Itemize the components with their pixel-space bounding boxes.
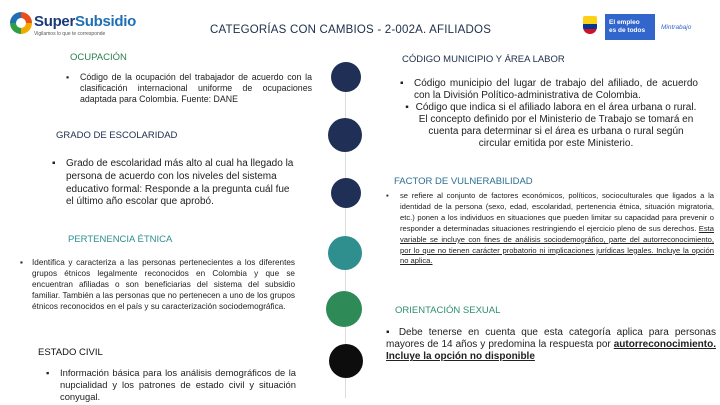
list-item [400, 102, 698, 150]
municipio-text-2: Código que indica si el afiliado labora en el área urbana o rural. El concepto definido por el Ministerio de Trabajo se tomará en cuenta para determinar si el área es urbana o rural según circular emitida por este Ministerio. [415, 101, 697, 149]
page-title: CATEGORÍAS CON CAMBIOS - 2-002A. AFILIADOS [210, 24, 492, 36]
slide-header [0, 0, 720, 52]
civil-body [46, 367, 296, 403]
gov-badge [605, 14, 655, 40]
list-item [52, 158, 300, 209]
bullet-square-icon: ▪ [46, 367, 50, 378]
vulnerabilidad-text-plain: se refiere al conjunto de factores económicos, políticos, socioculturales que ligados a la identidad de la persona (sexo, edad, escolaridad, pertenencia étnica, situación migratoria, etc.) ponen a los individuos en situaciones que pueden limitar su capacidad para prevenir o responder a determinadas situaciones restringiendo el ejercicio pleno de sus derechos. [400, 191, 714, 233]
bullet-square-icon: ▪ [386, 327, 399, 338]
emblem-logo-icon [10, 12, 32, 34]
ocupacion-text: Código de la ocupación del trabajador de acuerdo con la clasificación internacional uniforme de ocupaciones adaptada para Colombia. Fuente: DANE [80, 72, 312, 105]
etnica-title: PERTENENCIA ÉTNICA [68, 234, 173, 245]
ocupacion-marker [331, 62, 361, 92]
list-item [400, 78, 698, 102]
sexual-title: ORIENTACIÓN SEXUAL [395, 305, 501, 316]
gov-badge-line1: El empleo [609, 19, 640, 26]
etnica-body [20, 257, 295, 312]
municipio-body [400, 78, 698, 149]
list-item [20, 257, 295, 312]
vulnerabilidad-body [386, 191, 714, 267]
sexual-text-underlined: autorreconocimiento. Incluye la opción no disponible [386, 339, 716, 363]
ministry-label: Mintrabajo [661, 24, 692, 31]
vulnerabilidad-text-underlined: Esta variable se incluye con fines de análisis sociodemográfico, parte del autorreconocimiento, por lo que no tienen carácter probatorio ni implicaciones jurídicas legales. Incluye la opción no aplica. [400, 223, 714, 266]
bullet-square-icon: ▪ [20, 258, 23, 267]
sexual-marker [326, 291, 362, 327]
escolaridad-marker [328, 118, 362, 152]
bullet-square-icon: ▪ [52, 158, 56, 169]
bullet-square-icon: ▪ [386, 191, 389, 200]
logo-accent: Subsidio [75, 13, 136, 30]
supersubsidio-logo [10, 10, 136, 44]
civil-marker [329, 344, 363, 378]
escolaridad-text: Grado de escolaridad más alto al cual ha llegado la persona de acuerdo con los niveles del sistema educativo formal: Responde a la pregunta cuál fue el último año escolar que aprobó. [66, 158, 294, 208]
etnica-text: Identifica y caracteriza a las personas pertenecientes a los diferentes grupos étnicos legalmente reconocidos en Colombia y que se encuentran afiliadas o son beneficiarias del sistema del subsidio familiar. También a las personas que no pertenecen a uno de los grupos étnicos reconocidos en el país y su caracterización sociodemográfica. [32, 258, 295, 311]
gov-badge-line2: es de todos [609, 27, 646, 34]
municipio-title: CÓDIGO MUNICIPIO Y ÁREA LABOR [402, 54, 565, 65]
escolaridad-title: GRADO DE ESCOLARIDAD [56, 130, 178, 141]
escolaridad-body [52, 158, 300, 209]
colombia-shield-icon [583, 16, 597, 34]
list-item [46, 367, 296, 403]
sexual-body [386, 327, 716, 364]
ocupacion-body [66, 72, 312, 106]
logo-tagline: Vigilamos lo que te corresponde [34, 31, 106, 37]
sexual-text-plain: Debe tenerse en cuenta que esta categoría aplica para personas mayores de 14 años y predomina la respuesta por [386, 327, 716, 351]
vulnerabilidad-marker [328, 236, 362, 270]
list-item [66, 72, 312, 106]
bullet-square-icon: ▪ [66, 72, 70, 82]
list-item [386, 191, 714, 267]
logo-wordmark [34, 13, 136, 30]
etnica-marker [331, 178, 361, 208]
civil-text: Información básica para los análisis demográficos de la nupcialidad y los patrones de estado civil y situación conyugal. [60, 367, 296, 402]
ocupacion-title: OCUPACIÓN [70, 52, 127, 63]
civil-title: ESTADO CIVIL [38, 347, 103, 358]
list-item [386, 327, 716, 364]
bullet-square-icon: ▪ [400, 78, 404, 89]
bullet-square-icon: ▪ [405, 101, 409, 113]
vulnerabilidad-title: FACTOR DE VULNERABILIDAD [394, 176, 533, 187]
vulnerabilidad-text [400, 191, 714, 267]
municipio-text-1: Código municipio del lugar de trabajo del afiliado, de acuerdo con la División Político-administrativa de Colombia. [414, 78, 698, 101]
logo-prefix: Super [34, 13, 76, 30]
